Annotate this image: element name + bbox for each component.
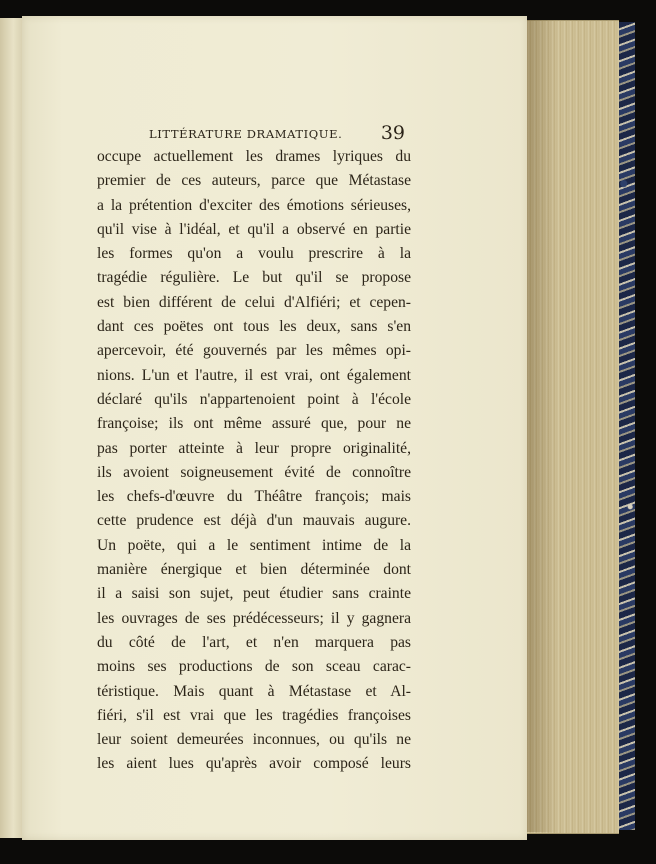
text-line: occupe actuellement les drames lyriques du [97,148,411,165]
left-page-edge [0,18,23,838]
text-line: les formes qu'on a voulu prescrire à la [97,245,411,263]
text-line: les chefs-d'œuvre du Théâtre françois; mais [97,488,411,506]
text-line: françoise; ils ont même assuré que, pour ne [97,415,411,433]
body-text [97,145,411,777]
text-line: est bien différent de celui d'Alfiéri; et cepen- [97,293,411,311]
text-line: pas porter atteinte à leur propre originalité, [97,439,411,457]
text-line: qu'il vise à l'idéal, et qu'il a observé en partie [97,220,411,238]
text-line: cette prudence est déjà d'un mauvais augure. [97,512,411,530]
text-line: premier de ces auteurs, parce que Métastase [97,172,411,190]
running-head-title: LITTÉRATURE DRAMATIQUE. [149,127,343,141]
text-line: dant ces poëtes ont tous les deux, sans s'en [97,318,411,336]
text-line: du côté de l'art, et n'en marquera pas [97,633,411,651]
text-line: fiéri, s'il est vrai que les tragédies françoises [97,706,411,724]
text-line: leur soient demeurées inconnues, ou qu'ils ne [97,731,411,749]
text-line: nions. L'un et l'autre, il est vrai, ont également [97,366,411,384]
text-line: ils avoient soigneusement évité de connoître [97,463,411,481]
text-line: apercevoir, été gouvernés par les mêmes opi- [97,342,411,360]
text-line: manière énergique et bien déterminée dont [97,561,411,579]
text-line: Un poëte, qui a le sentiment intime de la [97,536,411,554]
marbled-cover-edge [619,22,635,830]
text-line: tragédie régulière. Le but qu'il se propose [97,269,411,287]
text-line: a la prétention d'exciter des émotions sérieuses, [97,196,411,214]
text-line: téristique. Mais quant à Métastase et Al- [97,682,411,700]
text-line: déclaré qu'ils n'appartenoient point à l'école [97,390,411,408]
text-line: moins ses productions de son sceau carac- [97,658,411,676]
page-number: 39 [380,122,405,144]
text-line: les ouvrages de ses prédécesseurs; il y gagnera [97,609,411,627]
text-line: il a saisi son sujet, peut étudier sans crainte [97,585,411,603]
running-head [149,124,405,144]
page-stack-shadow [527,20,557,832]
text-line: les aient lues qu'après avoir composé leurs [97,755,411,773]
